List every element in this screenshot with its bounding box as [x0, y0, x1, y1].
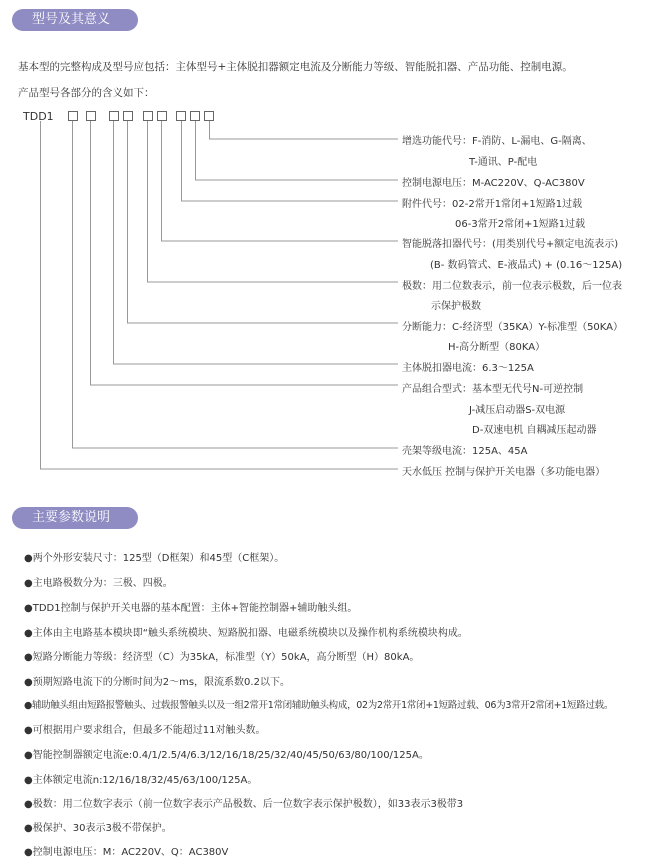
param-item: ●两个外形安装尺寸：125型（D框架）和45型（C框架）。	[24, 553, 285, 564]
param-item: ●极保护、30表示3极不带保护。	[24, 823, 172, 834]
param-item: ●TDD1控制与保护开关电器的基本配置：主体+智能控制器+辅助触头组。	[24, 603, 358, 614]
section-title-params: 主要参数说明	[12, 507, 138, 529]
label-accessory-1: 附件代号：02-2常开1常闭+1短路1过载	[402, 199, 583, 210]
label-frame: 壳架等级电流：125A、45A	[402, 446, 528, 457]
label-power: 控制电源电压：M-AC220V、Q-AC380V	[402, 178, 585, 189]
label-breaking-1: 分断能力：C-经济型（35KA）Y-标准型（50KA）	[402, 322, 624, 333]
param-item: ●短路分断能力等级：经济型（C）为35kA，标准型（Y）50kA，高分断型（H）80kA。	[24, 652, 420, 663]
leader-line-power	[196, 121, 399, 180]
label-current: 主体脱扣器电流：6.3～125A	[402, 363, 534, 374]
label-smart-1: 智能脱落扣器代号：(用类别代号+额定电流表示)	[402, 239, 619, 250]
param-item: ●辅助触头组由短路报警触头、过载报警触头以及一组2常开1常闭辅助触头构成，02为2常开1常闭+1短路过载、06为3常开2常闭+1短路过载。	[24, 700, 614, 711]
leader-line-frame	[73, 121, 399, 448]
leader-line-series	[41, 121, 399, 469]
intro-line-2: 产品型号各部分的含义如下：	[18, 87, 155, 99]
leader-line-accessory	[182, 121, 399, 201]
intro-line-1: 基本型的完整构成及型号应包括：主体型号+主体脱扣器额定电流及分断能力等级、智能脱扣器、产品功能、控制电源。	[18, 61, 573, 73]
param-item: ●主体由主电路基本模块即“触头系统模块、短路脱扣器、电磁系统模块以及操作机构系统模块构成。	[24, 628, 468, 639]
label-function-2: T-通讯、P-配电	[469, 157, 538, 168]
param-item: ●主电路极数分为：三极、四极。	[24, 578, 173, 589]
label-combo-3: D-双速电机 自耦减压起动器	[472, 425, 597, 436]
label-combo-1: 产品组合型式：基本型无代号N-可逆控制	[402, 384, 584, 395]
label-poles-1: 极数：用二位数表示，前一位表示极数，后一位表	[402, 281, 622, 292]
leader-line-breaking	[128, 121, 399, 323]
label-smart-2: (B- 数码管式、E-液晶式) + (0.16～125A)	[430, 260, 623, 271]
param-item: ●预期短路电流下的分断时间为2～ms，限流系数0.2以下。	[24, 677, 290, 688]
label-poles-2: 示保护极数	[431, 301, 481, 312]
section-title-model: 型号及其意义	[12, 9, 138, 31]
label-series: 天水低压 控制与保护开关电器（多功能电器）	[402, 467, 606, 478]
label-breaking-2: H-高分断型（80KA）	[448, 342, 546, 353]
label-accessory-2: 06-3常开2常闭+1短路1过载	[455, 219, 586, 230]
leader-line-combo	[91, 121, 399, 385]
param-item: ●极数：用二位数字表示（前一位数字表示产品极数、后一位数字表示保护极数），如33表示3极带3	[24, 799, 464, 810]
param-item: ●控制电源电压：M：AC220V、Q：AC380V	[24, 847, 229, 858]
param-item: ●可根据用户要求组合，但最多不能超过11对触头数。	[24, 725, 266, 736]
param-item: ●智能控制器额定电流e:0.4/1/2.5/4/6.3/12/16/18/25/32/40/45/50/63/80/100/125A。	[24, 750, 429, 761]
label-combo-2: J-减压启动器S-双电源	[469, 405, 566, 416]
leader-line-current	[114, 121, 399, 364]
leader-line-function	[210, 121, 399, 139]
param-item: ●主体额定电流n:12/16/18/32/45/63/100/125A。	[24, 775, 258, 786]
label-function-1: 增选功能代号：F-消防、L-漏电、G-隔离、	[402, 136, 592, 147]
model-prefix: TDD1	[23, 110, 54, 123]
